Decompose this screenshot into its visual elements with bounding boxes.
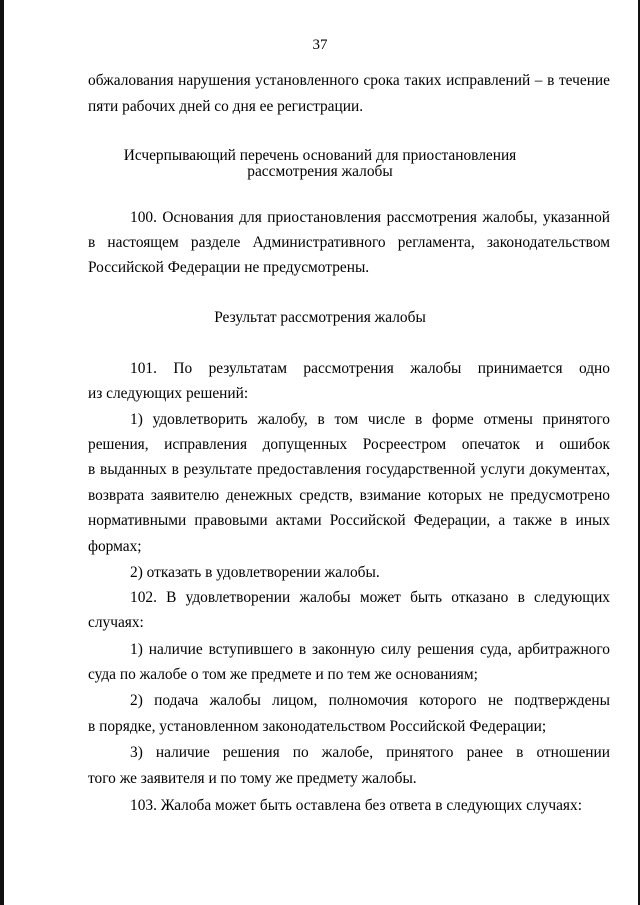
paragraph-line: в порядке, установленном законодательством Российской Федерации;	[88, 718, 547, 735]
paragraph-line: 2) подача жалобы лицом, полномочия которого не подтверждены	[130, 692, 610, 709]
paragraph-line: 102. В удовлетворении жалобы может быть отказано в следующих	[130, 589, 610, 606]
paragraph-line: в выданных в результате предоставления государственной услуги документах,	[88, 461, 610, 478]
paragraph-line: из следующих решений:	[88, 385, 249, 402]
scan-edge-left	[0, 0, 4, 905]
section-heading: рассмотрения жалобы	[247, 163, 393, 180]
paragraph-line: пяти рабочих дней со дня ее регистрации.	[88, 98, 364, 115]
section-heading: Результат рассмотрения жалобы	[214, 309, 426, 326]
paragraph-line: 103. Жалоба может быть оставлена без ответа в следующих случаях:	[130, 797, 582, 814]
paragraph-line: решения, исправления допущенных Росреестром опечаток и ошибок	[88, 436, 610, 453]
paragraph-line: 1) удовлетворить жалобу, в том числе в форме отмены принятого	[130, 411, 610, 428]
paragraph-line: 2) отказать в удовлетворении жалобы.	[130, 564, 380, 581]
paragraph-line: нормативными правовыми актами Российской Федерации, а также в иных	[88, 512, 610, 529]
paragraph-line: 100. Основания для приостановления рассмотрения жалобы, указанной	[130, 209, 610, 226]
paragraph-line: суда по жалобе о том же предмете и по тем же основаниям;	[88, 666, 478, 683]
paragraph-line: формах;	[88, 538, 142, 555]
paragraph-line: в настоящем разделе Административного регламента, законодательством	[88, 234, 610, 251]
paragraph-line: случаях:	[88, 614, 144, 631]
paragraph-line: обжалования нарушения установленного срока таких исправлений – в течение	[88, 72, 610, 89]
paragraph-line: того же заявителя и по тому же предмету жалобы.	[88, 770, 417, 787]
section-heading: Исчерпывающий перечень оснований для приостановления	[123, 147, 517, 164]
paragraph-line: 3) наличие решения по жалобе, принятого ранее в отношении	[130, 744, 610, 761]
paragraph-line: 101. По результатам рассмотрения жалобы принимается одно	[130, 360, 610, 377]
page-number: 37	[312, 37, 328, 53]
paragraph-line: 1) наличие вступившего в законную силу решения суда, арбитражного	[130, 641, 610, 658]
paragraph-line: возврата заявителю денежных средств, взимание которых не предусмотрено	[88, 487, 610, 504]
paragraph-line: Российской Федерации не предусмотрены.	[88, 259, 370, 276]
